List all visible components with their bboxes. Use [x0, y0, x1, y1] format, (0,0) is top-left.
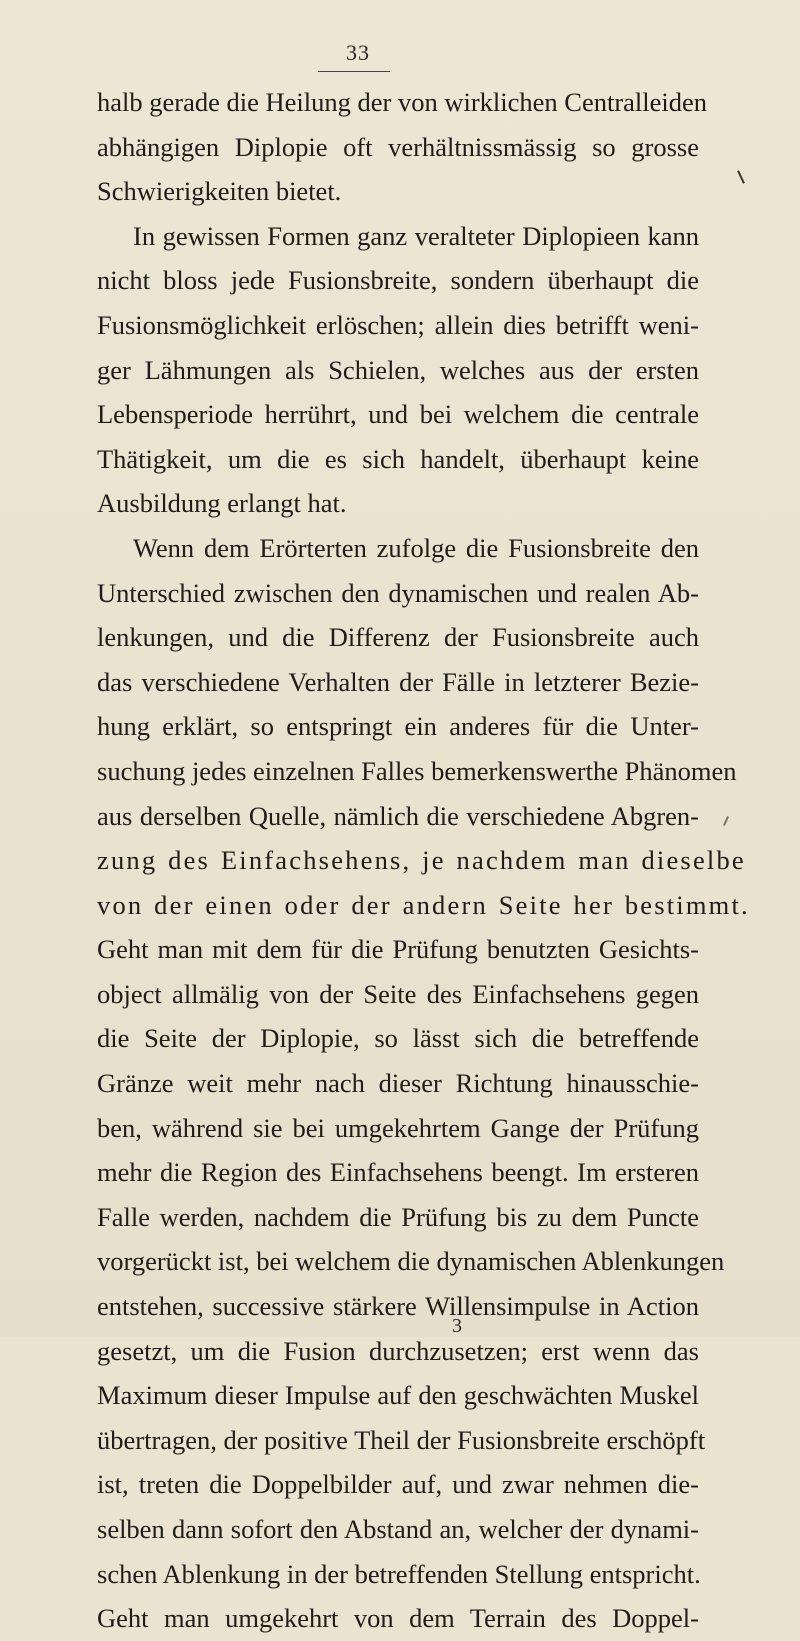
text-line: ger Lähmungen als Schielen, welches aus der ersten	[97, 354, 699, 385]
text-line: nicht bloss jede Fusionsbreite, sondern überhaupt die	[97, 265, 699, 296]
text-line: schen Ablenkung in der betreffenden Stellung entspricht.	[97, 1558, 701, 1589]
text-line: suchung jedes einzelnen Falles bemerkenswerthe Phänomen	[97, 755, 737, 786]
text-line: Lebensperiode herrührt, und bei welchem die centrale	[97, 399, 699, 430]
text-line: vorgerückt ist, bei welchem die dynamischen Ablenkungen	[97, 1246, 725, 1277]
page-number: 33	[346, 40, 370, 65]
text-line: hung erklärt, so entspringt ein anderes für die Unter-	[97, 711, 699, 742]
text-line: von der einen oder der andern Seite her bestimmt.	[97, 889, 750, 920]
text-line: lenkungen, und die Differenz der Fusionsbreite auch	[97, 622, 699, 653]
body-text	[97, 80, 750, 1641]
text-line: Wenn dem Erörterten zufolge die Fusionsbreite den	[133, 532, 699, 563]
page-number-rule	[318, 71, 390, 72]
text-line: zung des Einfachsehens, je nachdem man dieselbe	[97, 845, 746, 876]
text-line: object allmälig von der Seite des Einfachsehens gegen	[97, 978, 699, 1009]
text-line: aus derselben Quelle, nämlich die verschiedene Abgren-	[97, 800, 699, 831]
text-line: Falle werden, nachdem die Prüfung bis zu dem Puncte	[97, 1201, 699, 1232]
text-line: Gränze weit mehr nach dieser Richtung hinausschie-	[97, 1068, 699, 1099]
text-line: entstehen, successive stärkere Willensimpulse in Action	[97, 1291, 699, 1322]
margin-pencil-mark	[737, 170, 745, 184]
text-line: In gewissen Formen ganz veralteter Diplopieen kann	[133, 220, 699, 251]
text-line: Ausbildung erlangt hat.	[97, 488, 347, 519]
text-line: ben, während sie bei umgekehrtem Gange der Prüfung	[97, 1112, 699, 1143]
text-line: gesetzt, um die Fusion durchzusetzen; erst wenn das	[97, 1335, 699, 1366]
text-line: mehr die Region des Einfachsehens beengt. Im ersteren	[97, 1157, 699, 1188]
text-line: übertragen, der positive Theil der Fusionsbreite erschöpft	[97, 1424, 706, 1455]
text-line: Unterschied zwischen den dynamischen und realen Ab-	[97, 577, 699, 608]
text-line: ist, treten die Doppelbilder auf, und zwar nehmen die-	[97, 1469, 699, 1500]
text-line: Maximum dieser Impulse auf den geschwächten Muskel	[97, 1380, 699, 1411]
text-line: das verschiedene Verhalten der Fälle in letzterer Bezie-	[97, 666, 699, 697]
margin-pencil-mark	[723, 816, 729, 826]
text-line: abhängigen Diplopie oft verhältnissmässig so grosse	[97, 131, 699, 162]
text-line: Fusionsmöglichkeit erlöschen; allein dies betrifft weni-	[97, 309, 699, 340]
text-line: Geht man umgekehrt von dem Terrain des Doppel-	[97, 1603, 699, 1634]
signature-mark: 3	[452, 1315, 462, 1337]
text-line: Schwierigkeiten bietet.	[97, 176, 342, 207]
text-line: die Seite der Diplopie, so lässt sich die betreffende	[97, 1023, 699, 1054]
text-line: halb gerade die Heilung der von wirklichen Centralleiden	[97, 87, 708, 117]
text-line: Geht man mit dem für die Prüfung benutzten Gesichts-	[97, 934, 699, 965]
text-line: Thätigkeit, um die es sich handelt, überhaupt keine	[97, 443, 699, 474]
text-line: selben dann sofort den Abstand an, welcher der dynami-	[97, 1514, 699, 1544]
